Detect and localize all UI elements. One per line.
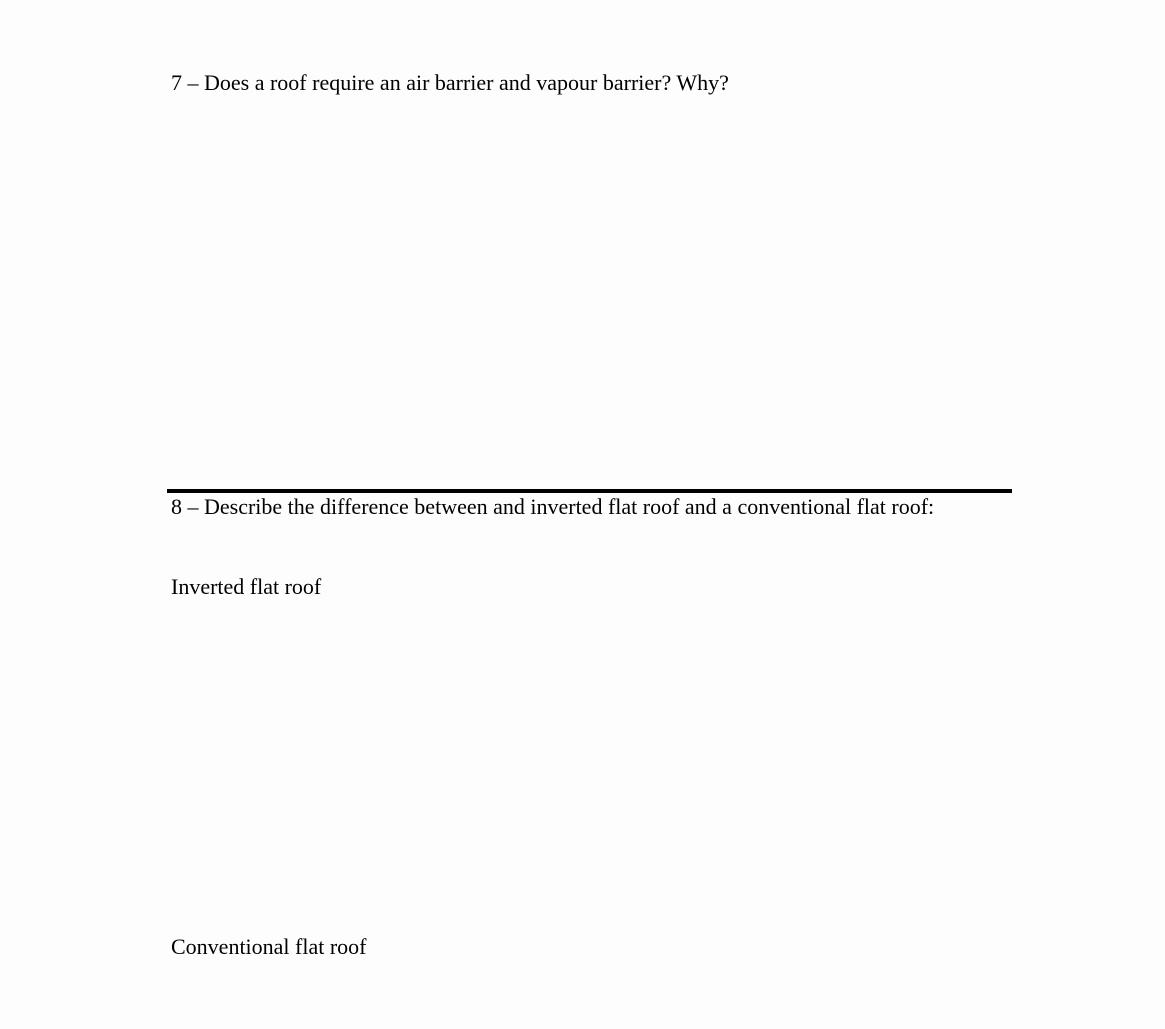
question-8-text: 8 – Describe the difference between and inverted flat roof and a conventional flat roof:: [171, 494, 935, 519]
inverted-flat-roof-label: Inverted flat roof: [171, 574, 322, 599]
conventional-flat-roof-label: Conventional flat roof: [171, 934, 367, 959]
section-divider: [167, 489, 1012, 493]
question-7-text: 7 – Does a roof require an air barrier and vapour barrier? Why?: [171, 70, 729, 95]
